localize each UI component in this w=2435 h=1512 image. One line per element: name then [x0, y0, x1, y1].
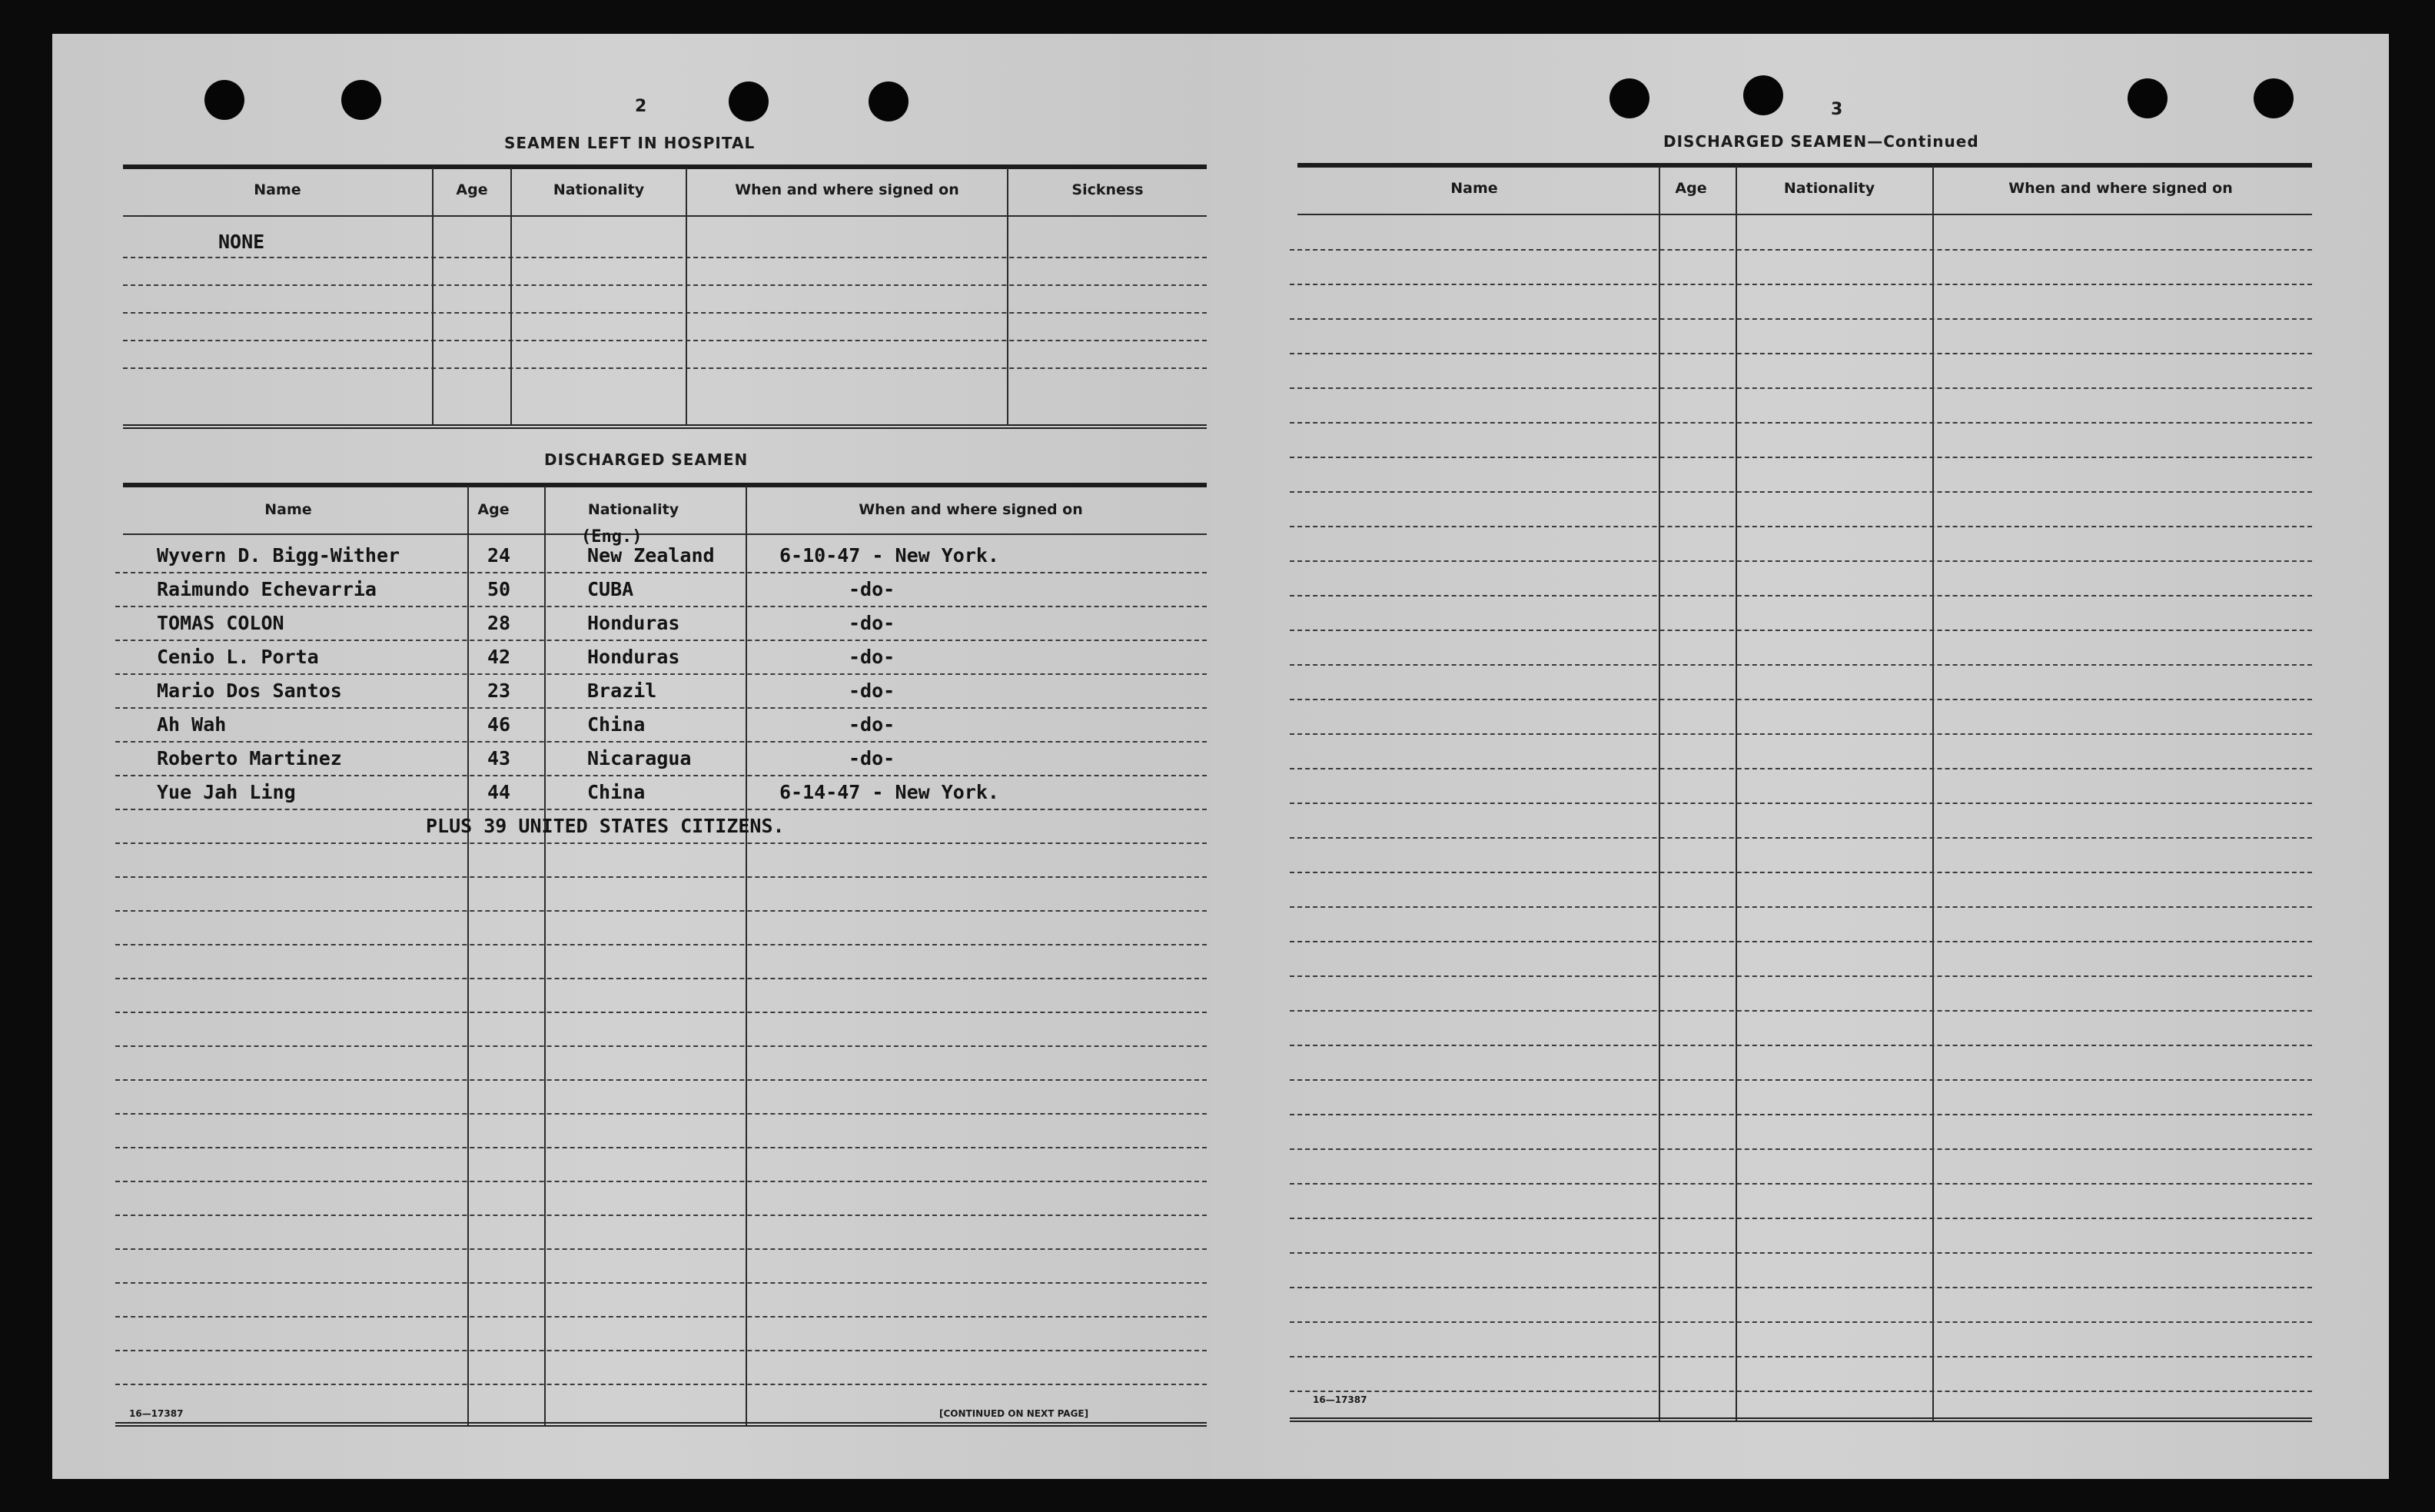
seaman-age: 44 — [487, 781, 511, 803]
col-header-name: Name — [264, 501, 312, 518]
table-row-line — [1290, 1391, 2312, 1392]
column-divider — [686, 168, 687, 426]
table-row-line — [115, 1215, 1207, 1216]
column-divider — [432, 168, 434, 426]
table-row-line — [1290, 353, 2312, 354]
table-bottom-rule — [1290, 1417, 2312, 1422]
table-row-line — [1290, 1252, 2312, 1254]
seaman-signed-on: -do- — [849, 612, 895, 634]
table-row-line — [115, 809, 1207, 810]
table-row-line — [123, 367, 1207, 369]
discharged-section-title: DISCHARGED SEAMEN — [544, 450, 749, 469]
hospital-section-title: SEAMEN LEFT IN HOSPITAL — [504, 134, 756, 152]
punch-hole — [1609, 78, 1649, 118]
table-row-line — [1290, 457, 2312, 458]
table-row-line — [115, 1316, 1207, 1318]
col-header-signed-on: When and where signed on — [859, 501, 1083, 518]
table-row-line — [115, 606, 1207, 607]
table-row-line — [115, 640, 1207, 641]
table-row-line — [115, 775, 1207, 776]
seaman-age: 24 — [487, 544, 511, 567]
seaman-signed-on: 6-10-47 - New York. — [779, 544, 999, 567]
table-row-line — [123, 257, 1207, 258]
form-page-2 — [52, 34, 1213, 1479]
table-row-line — [115, 1113, 1207, 1115]
seaman-signed-on: -do- — [849, 578, 895, 600]
form-page-3 — [1213, 34, 2389, 1479]
table-row-line — [115, 842, 1207, 844]
table-row-line — [1290, 837, 2312, 839]
table-row-line — [1290, 664, 2312, 666]
seaman-name: Yue Jah Ling — [157, 781, 296, 803]
column-divider — [1007, 168, 1008, 426]
column-divider — [746, 486, 747, 1425]
plus-citizens-note: PLUS 39 UNITED STATES CITIZENS. — [426, 815, 785, 837]
seaman-nationality: Brazil — [587, 680, 657, 702]
table-row-line — [115, 1248, 1207, 1250]
table-row-line — [1290, 1183, 2312, 1185]
table-row-line — [115, 1384, 1207, 1385]
title-rule — [123, 483, 1207, 487]
table-row-line — [115, 944, 1207, 945]
col-header-sickness: Sickness — [1071, 181, 1144, 198]
table-row-line — [1290, 872, 2312, 873]
seaman-nationality: China — [587, 781, 646, 803]
table-bottom-rule — [115, 1422, 1207, 1427]
table-row-line — [1290, 699, 2312, 700]
table-row-line — [1290, 1321, 2312, 1323]
seaman-age: 50 — [487, 578, 511, 600]
seaman-signed-on: -do- — [849, 646, 895, 668]
table-row-line — [1290, 595, 2312, 596]
table-row-line — [1290, 526, 2312, 527]
title-rule — [123, 164, 1207, 169]
seaman-nationality: Nicaragua — [587, 747, 692, 769]
continued-note: [CONTINUED ON NEXT PAGE] — [939, 1408, 1089, 1419]
table-row-line — [1290, 1148, 2312, 1150]
table-row-line — [1290, 803, 2312, 804]
table-row-line — [1290, 1218, 2312, 1219]
table-row-line — [115, 673, 1207, 675]
table-row-line — [1290, 1079, 2312, 1081]
table-row-line — [1290, 975, 2312, 977]
table-row-line — [1290, 422, 2312, 424]
table-row-line — [115, 1181, 1207, 1182]
seaman-nationality: New Zealand — [587, 544, 715, 567]
table-row-line — [1290, 387, 2312, 389]
seaman-age: 42 — [487, 646, 511, 668]
table-row-line — [1290, 1010, 2312, 1012]
punch-hole — [2128, 78, 2168, 118]
table-row-line — [1290, 560, 2312, 562]
seaman-nationality: Honduras — [587, 612, 680, 634]
table-bottom-rule — [123, 424, 1207, 429]
column-divider — [510, 168, 512, 426]
table-row-line — [1290, 1114, 2312, 1115]
seaman-nationality-note: (Eng.) — [581, 527, 643, 547]
continued-section-title: DISCHARGED SEAMEN—Continued — [1663, 132, 1979, 151]
header-rule — [1297, 214, 2312, 215]
page-number: 2 — [635, 97, 647, 116]
seaman-name: Mario Dos Santos — [157, 680, 342, 702]
header-rule — [123, 533, 1207, 535]
column-divider — [544, 486, 546, 1425]
table-row-line — [1290, 1045, 2312, 1046]
seaman-signed-on: -do- — [849, 747, 895, 769]
table-row-line — [123, 312, 1207, 314]
table-row-line — [115, 910, 1207, 912]
seaman-signed-on: 6-14-47 - New York. — [779, 781, 999, 803]
table-row-line — [115, 1147, 1207, 1148]
seaman-nationality: China — [587, 713, 646, 736]
table-row-line — [1290, 1356, 2312, 1357]
table-row-line — [123, 340, 1207, 341]
seaman-name: TOMAS COLON — [157, 612, 284, 634]
table-row-line — [115, 978, 1207, 979]
table-row-line — [115, 1350, 1207, 1351]
seaman-age: 23 — [487, 680, 511, 702]
seaman-name: Wyvern D. Bigg-Wither — [157, 544, 400, 567]
col-header-nationality: Nationality — [587, 501, 679, 518]
header-rule — [123, 215, 1207, 217]
column-divider — [467, 486, 469, 1425]
form-number: 16—17387 — [129, 1408, 184, 1419]
punch-hole — [869, 81, 909, 121]
seaman-name: Raimundo Echevarria — [157, 578, 377, 600]
seaman-age: 43 — [487, 747, 511, 769]
table-row-line — [1290, 733, 2312, 735]
form-number: 16—17387 — [1313, 1394, 1367, 1405]
seaman-name: Cenio L. Porta — [157, 646, 319, 668]
col-header-signed-on: When and where signed on — [2008, 180, 2233, 197]
table-row-line — [1290, 249, 2312, 251]
seaman-nationality: Honduras — [587, 646, 680, 668]
title-rule — [1297, 163, 2312, 168]
table-row-line — [123, 284, 1207, 286]
col-header-age: Age — [1675, 180, 1707, 197]
table-row-line — [1290, 491, 2312, 493]
table-row-line — [1290, 1287, 2312, 1288]
table-row-line — [1290, 318, 2312, 320]
seaman-name: Ah Wah — [157, 713, 227, 736]
seaman-age: 46 — [487, 713, 511, 736]
seaman-nationality: CUBA — [587, 578, 634, 600]
table-row-line — [1290, 630, 2312, 631]
table-row-line — [1290, 941, 2312, 942]
table-row-line — [115, 1079, 1207, 1081]
seaman-name: Roberto Martinez — [157, 747, 342, 769]
hospital-entry: NONE — [218, 231, 265, 253]
col-header-signed-on: When and where signed on — [735, 181, 959, 198]
col-header-age: Age — [456, 181, 488, 198]
table-row-line — [115, 1045, 1207, 1047]
seaman-signed-on: -do- — [849, 680, 895, 702]
punch-hole — [729, 81, 769, 121]
table-row-line — [1290, 284, 2312, 285]
seaman-signed-on: -do- — [849, 713, 895, 736]
col-header-name: Name — [1450, 180, 1498, 197]
col-header-name: Name — [254, 181, 301, 198]
col-header-age: Age — [477, 501, 510, 518]
table-row-line — [115, 1282, 1207, 1284]
table-row-line — [115, 707, 1207, 709]
table-row-line — [115, 876, 1207, 878]
table-row-line — [1290, 768, 2312, 769]
table-row-line — [115, 572, 1207, 573]
punch-hole — [204, 80, 244, 120]
col-header-nationality: Nationality — [553, 181, 645, 198]
page-number: 3 — [1831, 100, 1843, 119]
punch-hole — [1743, 75, 1783, 115]
seaman-age: 28 — [487, 612, 511, 634]
table-row-line — [115, 741, 1207, 743]
col-header-nationality: Nationality — [1783, 180, 1875, 197]
table-row-line — [1290, 906, 2312, 908]
table-row-line — [115, 1012, 1207, 1013]
punch-hole — [2254, 78, 2294, 118]
punch-hole — [341, 80, 381, 120]
